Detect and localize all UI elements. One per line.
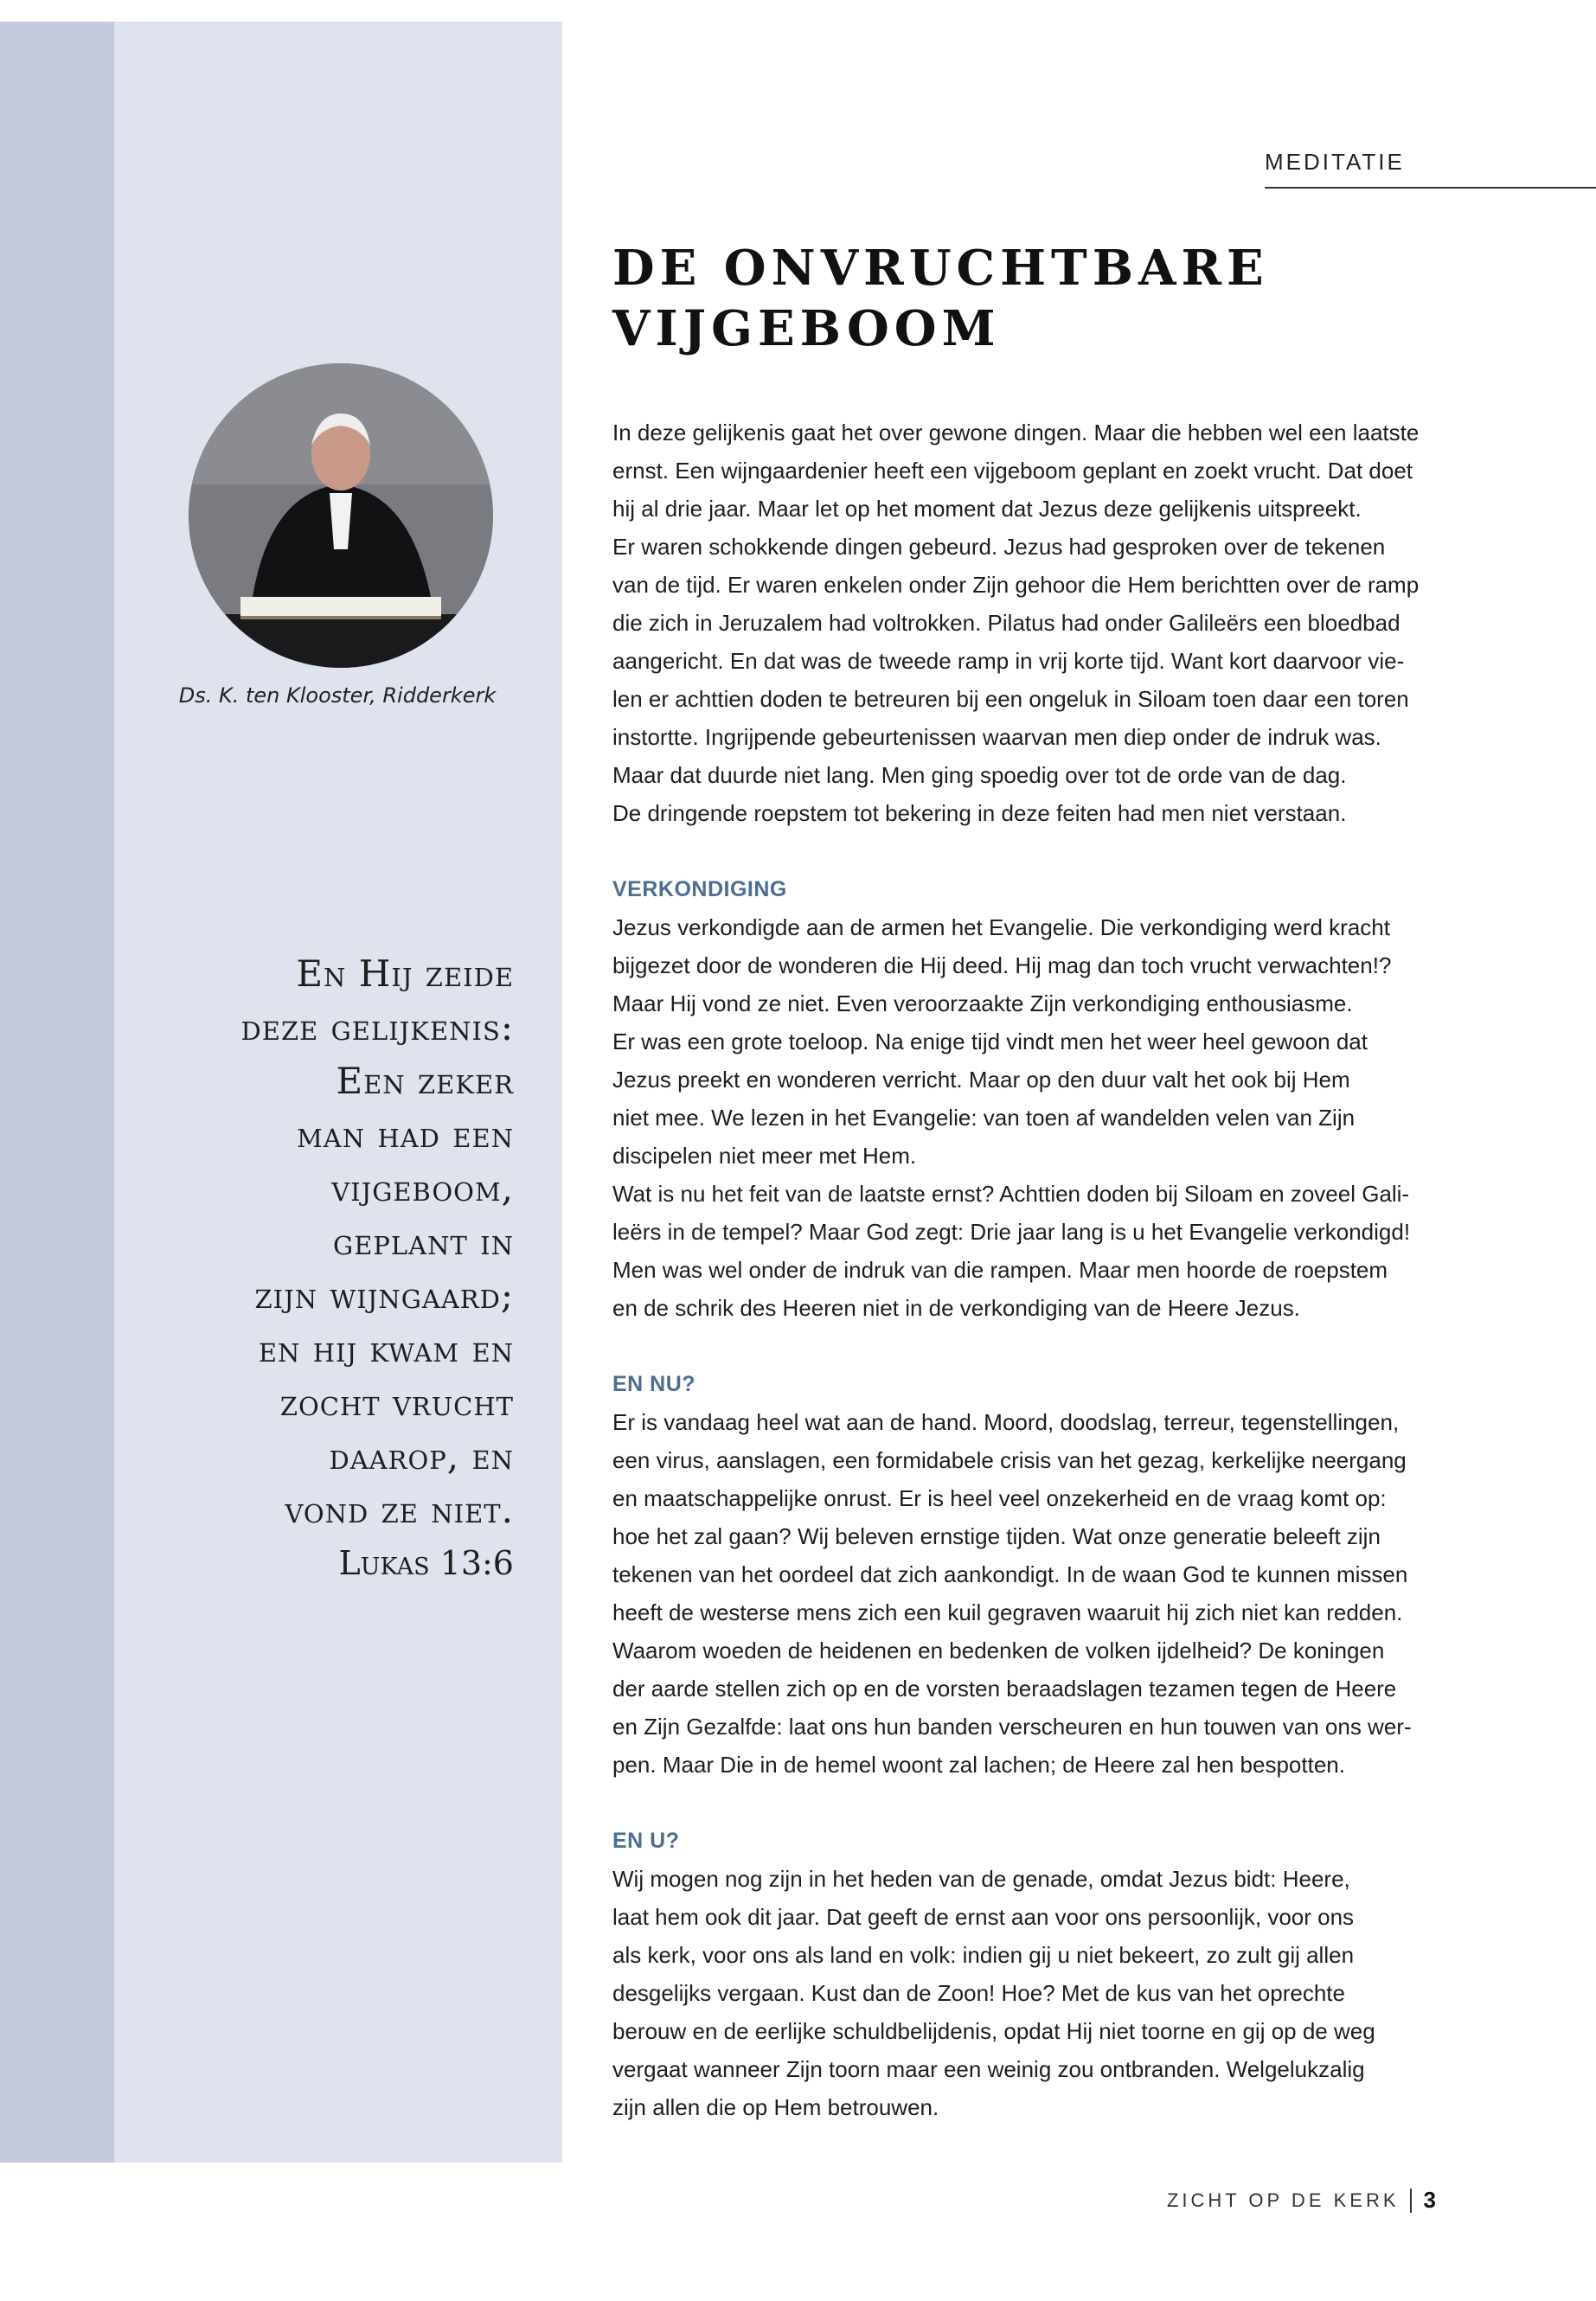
section-paragraph [612, 908, 1486, 1327]
text-line: pen. Maar Die in de hemel woont zal lachen; de Heere zal hen bespotten. [612, 1752, 1345, 1778]
quote-line: deze gelijkenis: [240, 1006, 514, 1048]
text-line: aangericht. En dat was de tweede ramp in vrij korte tijd. Want kort daarvoor vie- [612, 648, 1405, 674]
text-line: vergaat wanneer Zijn toorn maar een weinig zou ontbranden. Welgelukzalig [612, 2056, 1365, 2082]
text-line: der aarde stellen zich op en de vorsten beraadslagen tezamen tegen de Heere [612, 1676, 1397, 1702]
text-line: Jezus verkondigde aan de armen het Evangelie. Die verkondiging werd kracht [612, 914, 1390, 940]
quote-line: vijgeboom, [331, 1167, 514, 1209]
section-label: MEDITATIE [1265, 149, 1405, 175]
portrait-caption: Ds. K. ten Klooster, Ridderkerk [178, 683, 497, 708]
text-line: als kerk, voor ons als land en volk: indien gij u niet bekeert, zo zult gij allen [612, 1942, 1355, 1968]
text-line: en de schrik des Heeren niet in de verkondiging van de Heere Jezus. [612, 1295, 1300, 1321]
text-line: Er is vandaag heel wat aan de hand. Moord, doodslag, terreur, tegenstellingen, [612, 1409, 1400, 1435]
text-line: laat hem ook dit jaar. Dat geeft de ernst aan voor ons persoonlijk, voor ons [612, 1904, 1355, 1930]
portrait-illustration [189, 363, 493, 668]
sidebar-outer-band [0, 22, 114, 2163]
text-line: In deze gelijkenis gaat het over gewone dingen. Maar die hebben wel een laatste [612, 420, 1420, 445]
text-line: en maatschappelijke onrust. Er is heel veel onzekerheid en de vraag komt op: [612, 1485, 1387, 1511]
section-heading: VERKONDIGING [612, 877, 787, 901]
pull-quote [147, 947, 514, 1537]
author-portrait [189, 363, 493, 668]
section-verkondiging [612, 870, 1486, 1327]
text-line: Wat is nu het feit van de laatste ernst? Achttien doden bij Siloam en zoveel Gali- [612, 1181, 1410, 1207]
quote-line: daarop, en [329, 1435, 514, 1477]
section-paragraph [612, 1860, 1486, 2126]
text-line: Men was wel onder de indruk van die rampen. Maar men hoorde de roepstem [612, 1257, 1388, 1283]
quote-line: vond ze niet. [285, 1489, 514, 1531]
text-line: heeft de westerse mens zich een kuil gegraven waaruit hij zich niet kan redden. [612, 1599, 1403, 1625]
article-title [612, 238, 1477, 359]
text-line: Waarom woeden de heidenen en bedenken de volken ijdelheid? De koningen [612, 1638, 1385, 1663]
text-line: berouw en de eerlijke schuldbelijdenis, opdat Hij niet toorne en gij op de weg [612, 2018, 1375, 2044]
text-line: niet mee. We lezen in het Evangelie: van toen af wandelden velen van Zijn [612, 1105, 1356, 1131]
quote-line: En Hij zeide [296, 952, 514, 995]
section-heading: EN NU? [612, 1372, 696, 1396]
text-line: van de tijd. Er waren enkelen onder Zijn gehoor die Hem berichtten over de ramp [612, 572, 1420, 598]
intro-paragraph [612, 413, 1486, 832]
section-heading: EN U? [612, 1829, 680, 1853]
text-line: Jezus preekt en wonderen verricht. Maar op den duur valt het ook bij Hem [612, 1067, 1350, 1093]
text-line: die zich in Jeruzalem had voltrokken. Pilatus had onder Galileërs een bloedbad [612, 610, 1401, 636]
footer-divider [1410, 2189, 1412, 2213]
text-line: een virus, aanslagen, een formidabele crisis van het gezag, kerkelijke neergang [612, 1447, 1407, 1473]
quote-line: zijn wijngaard; [254, 1274, 514, 1317]
quote-reference: Lukas 13:6 [338, 1544, 514, 1582]
text-line: hij al drie jaar. Maar let op het moment dat Jezus deze gelijkenis uitspreekt. [612, 496, 1362, 522]
section-en-u [612, 1822, 1486, 2126]
text-line: zijn allen die op Hem betrouwen. [612, 2094, 939, 2120]
page-number: 3 [1423, 2187, 1436, 2213]
quote-line: en hij kwam en [258, 1328, 514, 1370]
text-line: tekenen van het oordeel dat zich aankondigt. In de waan God te kunnen missen [612, 1561, 1408, 1587]
text-line: discipelen niet meer met Hem. [612, 1143, 917, 1169]
page-footer [1167, 2187, 1436, 2214]
quote-line: zocht vrucht [279, 1381, 514, 1424]
title-line-1: DE ONVRUCHTBARE [612, 240, 1269, 297]
quote-line: man had een [297, 1113, 514, 1156]
text-line: Er waren schokkende dingen gebeurd. Jezus had gesproken over de tekenen [612, 534, 1386, 560]
text-line: instortte. Ingrijpende gebeurtenissen waarvan men diep onder de indruk was. [612, 724, 1381, 750]
section-en-nu [612, 1365, 1486, 1784]
text-line: ernst. Een wijngaardenier heeft een vijgeboom geplant en zoekt vrucht. Dat doet [612, 458, 1413, 484]
text-line: Maar dat duurde niet lang. Men ging spoedig over tot de orde van de dag. [612, 762, 1347, 788]
text-line: Er was een grote toeloop. Na enige tijd vindt men het weer heel gewoon dat [612, 1029, 1368, 1054]
text-line: Wij mogen nog zijn in het heden van de genade, omdat Jezus bidt: Heere, [612, 1866, 1350, 1892]
text-line: desgelijks vergaan. Kust dan de Zoon! Hoe? Met de kus van het oprechte [612, 1980, 1345, 2006]
section-paragraph [612, 1403, 1486, 1784]
quote-line: Een zeker [336, 1060, 514, 1102]
text-line: en Zijn Gezalfde: laat ons hun banden verscheuren en hun touwen van ons wer- [612, 1714, 1412, 1740]
title-line-2: VIJGEBOOM [612, 300, 1001, 357]
text-line: De dringende roepstem tot bekering in deze feiten had men niet verstaan. [612, 800, 1347, 826]
text-line: bijgezet door de wonderen die Hij deed. Hij mag dan toch vrucht verwachten!? [612, 952, 1392, 978]
text-line: leërs in de tempel? Maar God zegt: Drie jaar lang is u het Evangelie verkondigd! [612, 1219, 1411, 1245]
text-line: Maar Hij vond ze niet. Even veroorzaakte Zijn verkondiging enthousiasme. [612, 990, 1353, 1016]
section-rule [1265, 187, 1596, 189]
quote-line: geplant in [333, 1221, 514, 1263]
text-line: hoe het zal gaan? Wij beleven ernstige tijden. Wat onze generatie beleeft zijn [612, 1523, 1381, 1549]
text-line: len er achttien doden te betreuren bij een ongeluk in Siloam toen daar een toren [612, 686, 1409, 712]
publication-name: ZICHT OP DE KERK [1166, 2189, 1400, 2211]
article-body [612, 413, 1486, 2126]
